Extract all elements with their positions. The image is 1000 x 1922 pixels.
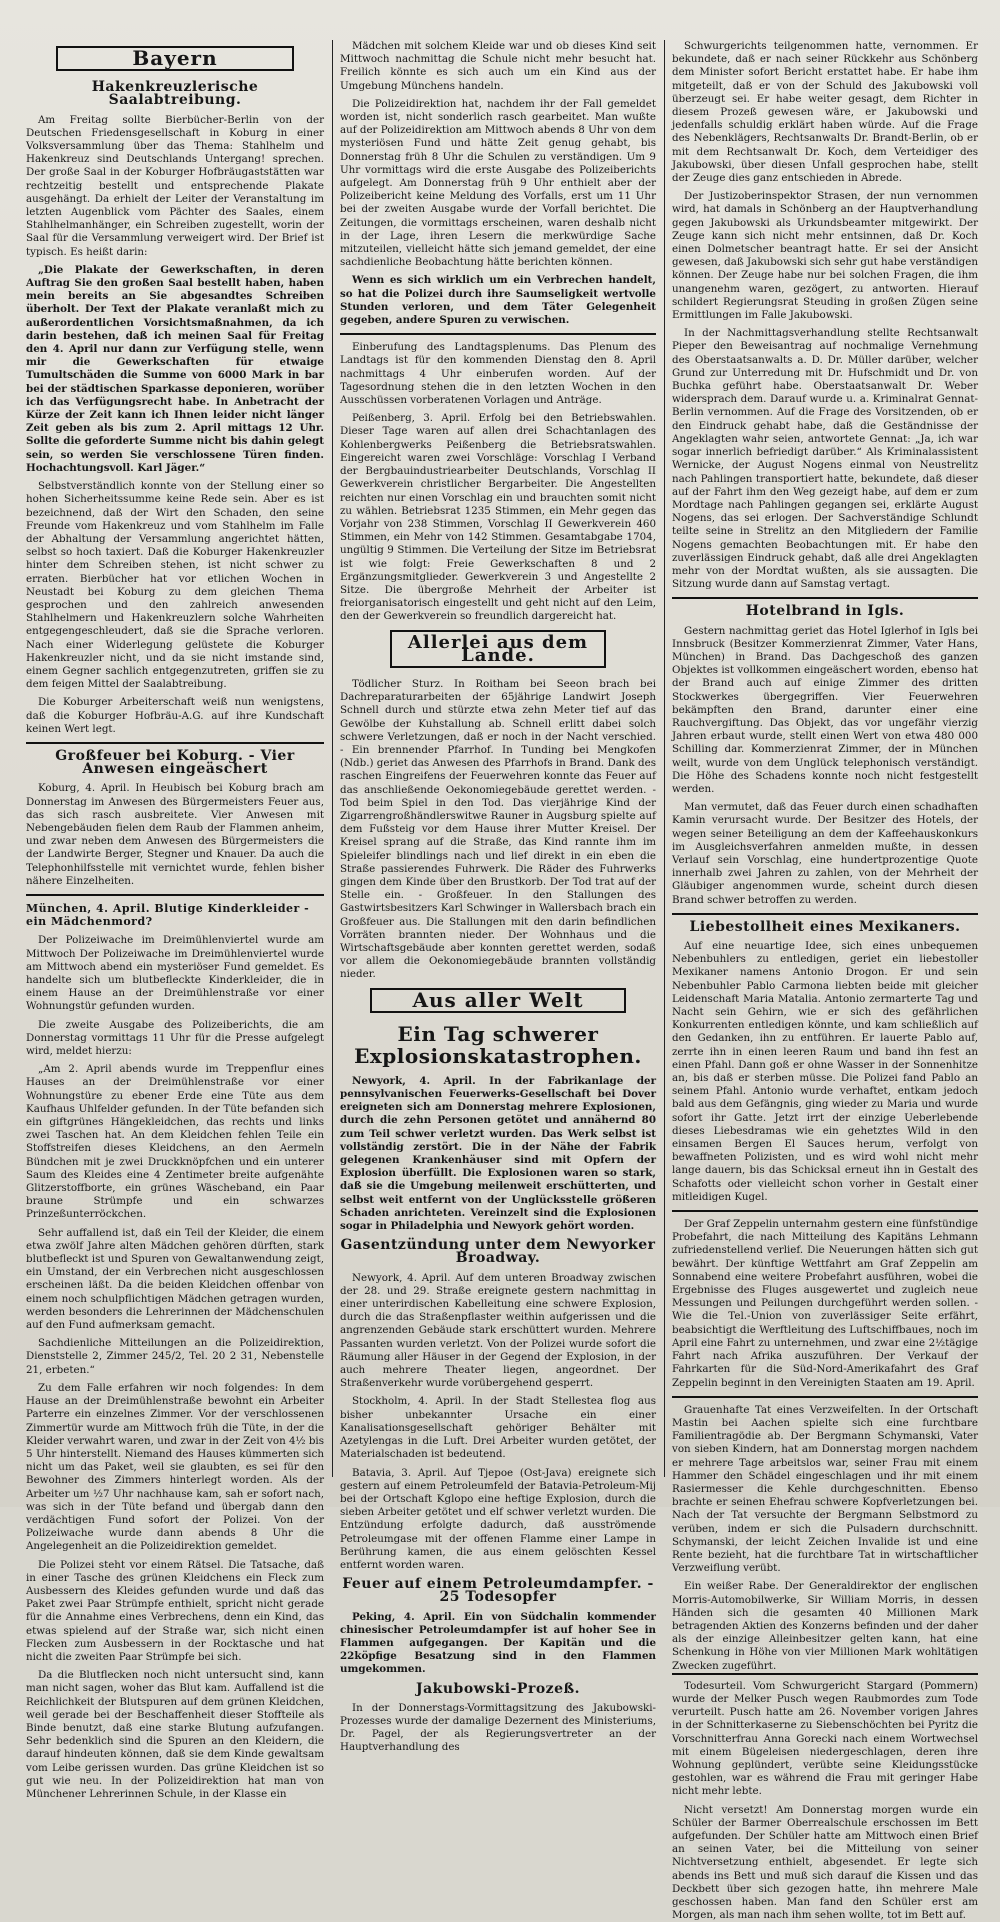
headline-mexikaner: Liebestollheit eines Mexikaners. bbox=[689, 918, 961, 935]
headline-hotelbrand: Hotelbrand in Igls. bbox=[745, 603, 905, 620]
section-title-bayern: Bayern bbox=[56, 46, 294, 71]
separator bbox=[340, 333, 656, 335]
separator bbox=[26, 742, 324, 744]
separator bbox=[672, 1210, 978, 1212]
paragraph: Man vermutet, daß das Feuer durch einen schadhaften Kamin verursacht wurde. Der Besitzer des Hotels, der wegen seiner Beteiligung an dem der Kaffeehauskonkurs im Ausgleichsverfahren anmelden mußte, in dessen Verlauf sein Vorschlag, eine hundertprozentige Quote innerhalb zwei Jahren zu zahlen, von der Mehrheit der Gläubiger angenommen wurde, scheint durch diesen Brand schwer betroffen zu werden. bbox=[672, 801, 978, 906]
paragraph: Schwurgerichts teilgenommen hatte, vernommen. Er bekundete, daß er nach seiner Rückkehr aus Schönberg dem Minister sofort Bericht erstattet habe. Er habe ihm mitgeteilt, daß er von der Schuld des Jakubowski voll überzeugt sei. Er habe weiter gesagt, dem Richter in diesem Prozeß gewesen wäre, er Jakubowski und jedenfalls schuldig erklärt haben würde. Auf die Frage des Nebenklägers, Rechtsanwalts Dr. Brandt-Berlin, ob er mit dem Rechtsanwalt Dr. Koch, dem Verteidiger des Jakubowski, über diesen Unfall gesprochen habe, stellt der Zeuge dies ganz entschieden in Abrede. bbox=[672, 40, 978, 185]
paragraph: Der Polizeiwache im Dreimühlenviertel wurde am Mittwoch Der Polizeiwache im Dreimühlenviertel wurde am Mittwoch abend ein mysteriöser Fund gemeldet. Es handelte sich um blutbefleckte Kinderkleider, die in einem Hause an der Dreimühlenstraße vor einer Wohnungstür gefunden wurden. bbox=[26, 934, 324, 1013]
paragraph: Ein weißer Rabe. Der Generaldirektor der englischen Morris-Automobilwerke, Sir William Morris, in dessen Händen sich die gesamten 40 Millionen Mark betragenden Aktien des Konzerns befinden und der daher als der einzige Alleinbesitzer gelten kann, hat eine Schenkung in Höhe von vier Millionen Mark wohltätigen Zwecken zugeführt. bbox=[672, 1580, 978, 1674]
paragraph: Grauenhafte Tat eines Verzweifelten. In der Ortschaft Mastin bei Aachen spielte sich eine furchtbare Familientragödie ab. Der Bergmann Schymanski, Vater von sieben Kindern, hat am Donnerstag morgen nachdem er mehrere Tage arbeitslos war, seiner Frau mit einem Hammer den Schädel eingeschlagen und ihr mit einem Rasiermesser die Kehle durchgeschnitten. Ebenso brachte er seinen Ehefrau schwere Kopfverletzungen bei. Nach der Tat versuchte der Bergmann Selbstmord zu verüben, indem er sich die Pulsadern durchschnitt. Schymanski, der leicht Zeichen Invalide ist und eine Rente bezieht, hat die furchtbare Tat in wirtschaftlicher Verzweiflung verübt. bbox=[672, 1403, 978, 1575]
paragraph: Sehr auffallend ist, daß ein Teil der Kleider, die einem etwa zwölf Jahre alten Mädchen gehören dürften, stark blutbefleckt ist und Spuren von Gewaltanwendung zeigt, ein Umstand, der ein Verbrechen nicht ausgeschlossen erscheinen läßt. Da die beiden Kleidchen offenbar von einem noch schulpflichtigen Mädchen getragen wurden, werden besonders die Lehrerinnen der Mädchenschulen auf den Fund aufmerksam gemacht. bbox=[26, 1226, 324, 1332]
headline-petroleumdampfer: Feuer auf einem Petroleumdampfer. - 25 Todesopfer bbox=[342, 1576, 654, 1606]
middle-column bbox=[340, 40, 656, 1754]
paragraph: Todesurteil. Vom Schwurgericht Stargard (Pommern) wurde der Melker Pusch wegen Raubmordes zum Tode verurteilt. Pusch hatte am 26. November vorigen Jahres in der Schnitterkaserne zu Siebenschöchten bei Pyritz die Vorschnitterfrau Anna Gorecki nach einem Wortwechsel mit einem Bügeleisen niedergeschlagen, deren ihre Wohnung geplündert, verübte seine Kleidungsstücke gestohlen, war es während die Frau mit geringer Habe nicht mehr lebte. bbox=[672, 1679, 978, 1798]
paragraph: Wenn es sich wirklich um ein Verbrechen handelt, so hat die Polizei durch ihre Saumseligkeit wertvolle Stunden verloren, und dem Täter Gelegenheit gegeben, andere Spuren zu verwischen. bbox=[340, 274, 656, 327]
paragraph: „Am 2. April abends wurde im Treppenflur eines Hauses an der Dreimühlenstraße vor einer Wohnungstüre zu ebener Erde eine Tüte aus dem Kaufhaus Uhlfelder gefunden. In der Tüte befanden sich ein giftgrünes Hängekleidchen, das rechts und links zwei Taschen hat. An dem Kleidchen fehlen Teile ein Stoffstreifen dieses Kleidchens, an den Aermeln Bündchen mit je zwei Druckknöpfchen und ein unterer Saum des Kleides eine 4 Zentimeter breite aufgenähte Glitzerstoffborte, ein grünes Wäscheband, ein Paar braune Strümpfe und ein schwarzes Prinzeßunterröckchen. bbox=[26, 1063, 324, 1221]
headline-saalabtreibung: Hakenkreuzlerische Saalabtreibung. bbox=[91, 79, 259, 109]
paragraph: Stockholm, 4. April. In der Stadt Stellestea flog aus bisher unbekannter Ursache ein einer Kanalisationsgesellschaft gehöriger Behälter mit Azetylengas in die Luft. Drei Arbeiter wurden getötet, der Materialschaden ist bedeutend. bbox=[340, 1395, 656, 1461]
headline-jakubowski: Jakubowski-Prozeß. bbox=[415, 1680, 581, 1697]
paragraph: Peking, 4. April. Ein von Südchalin kommender chinesischer Petroleumdampfer ist auf hoher See in Flammen aufgegangen. Der Kapitän und die 22köpfige Besatzung sind in den Flammen umgekommen. bbox=[340, 1610, 656, 1676]
paragraph: In der Donnerstags-Vormittagsitzung des Jakubowski-Prozesses wurde der damalige Dezernent des Ministeriums, Dr. Pagel, der als Regierungsvertreter an der Hauptverhandlung des bbox=[340, 1701, 656, 1754]
paragraph: Batavia, 3. April. Auf Tjepoe (Ost-Java) ereignete sich gestern auf einem Petroleumfeld der Batavia-Petroleum-Mij bei der Ortschaft Kglopo eine heftige Explosion, durch die sieben Arbeiter getötet und elf schwer verletzt wurden. Die Entzündung erfolgte dadurch, daß ausströmende Petroleumgase mit der offenen Flamme einer Lampe in Berührung kamen, die aus einem gelöschten Kessel entfernt worden waren. bbox=[340, 1466, 656, 1571]
paragraph: Einberufung des Landtagsplenums. Das Plenum des Landtags ist für den kommenden Dienstag den 8. April nachmittags 4 Uhr einberufen worden. Auf der Tagesordnung stehen die in den letzten Wochen in den Ausschüssen vorberatenen Vorlagen und Anträge. bbox=[340, 341, 656, 407]
separator bbox=[26, 894, 324, 896]
separator bbox=[672, 597, 978, 599]
separator bbox=[672, 913, 978, 915]
paragraph: Peißenberg, 3. April. Erfolg bei den Betriebswahlen. Dieser Tage waren auf allen drei Schachtanlagen des Kohlenbergwerks Peißenberg die Betriebsratswahlen. Eingereicht waren zwei Vorschläge: Vorschlag I Verband der Bergbauindustriearbeiter Deutschlands, Vorschlag II Gewerkverein christlicher Bergarbeiter. Die Angestellten reichten nur einen Vorschlag ein und brauchten somit nicht zu wählen. Betriebsrat 1235 Stimmen, ein Mehr gegen das Vorjahr von 238 Stimmen, Vorschlag II Gewerkverein 460 Stimmen, ein Mehr von 142 Stimmen. Gesamtabgabe 1704, ungültig 9 Stimmen. Die Verteilung der Sitze im Betriebsrat ist wie folgt: Freie Gewerkschaften 8 und 2 Ergänzungsmitglieder. Gewerkverein 3 und Angestellte 2 Sitze. Die übergroße Mehrheit der Arbeiter ist freiorganisatorisch eingestellt und geht nicht auf den Leim, den der Gewerkverein so freundlich dargereicht hat. bbox=[340, 412, 656, 623]
paragraph: Gestern nachmittag geriet das Hotel Iglerhof in Igls bei Innsbruck (Besitzer Kommerzienrat Zimmer, Vater Hans, München) in Brand. Das Dachgeschoß des ganzen Objektes ist vollkommen eingeäschert worden, ebenso hat der Brand auch auf einige Zimmer des dritten Stockwerkes übergegriffen. Vier Feuerwehren bekämpften den Brand, darunter einer eine Rauchvergiftung. Das Objekt, das vor ungefähr vierzig Jahren erbaut wurde, stellt einen Wert von etwa 480 000 Schilling dar. Kommerzienrat Zimmer, der in München weilt, wurde von dem Unglück telephonisch verständigt. Die Höhe des Schadens konnte noch nicht festgestellt werden. bbox=[672, 624, 978, 795]
paragraph: Newyork, 4. April. Auf dem unteren Broadway zwischen der 28. und 29. Straße ereignete gestern nachmittag in einer unterirdischen Kabelleitung eine schwere Explosion, durch die das Straßenpflaster weithin aufgerissen und die angrenzenden Gebäude stark erschüttert wurden. Mehrere Passanten wurden verletzt. Von der Polizei wurde sofort die Räumung aller Häuser in der Gegend der Explosion, in der auch mehrere Theater liegen, angeordnet. Der Straßenverkehr wurde vorübergehend gesperrt. bbox=[340, 1271, 656, 1390]
paragraph: Mädchen mit solchem Kleide war und ob dieses Kind seit Mittwoch nachmittag die Schule nicht mehr besucht hat. Freilich könnte es sich auch um ein Kind aus der Umgebung Münchens handeln. bbox=[340, 40, 656, 92]
paragraph: Newyork, 4. April. In der Fabrikanlage der pennsylvanischen Feuerwerks-Gesellschaft bei Dover ereigneten sich am Donnerstag mehrere Explosionen, durch die zehn Personen getötet und annähernd 80 zum Teil schwer verletzt wurden. Das Werk selbst ist vollständig zerstört. Die in der Nähe der Fabrik gelegenen Krankenhäuser sind mit Opfern der Explosion überfüllt. Die Explosionen waren so stark, daß sie die Umgebung meilenweit erschütterten, und selbst weit entfernt von der Unglücksstelle größeren Schaden anrichteten. Vereinzelt sind die Explosionen sogar in Philadelphia und Newyork gehört worden. bbox=[340, 1074, 656, 1233]
headline-explosionskatastrophen: Ein Tag schwerer Explosionskatastrophen. bbox=[354, 1021, 642, 1068]
paragraph: Koburg, 4. April. In Heubisch bei Koburg brach am Donnerstag im Anwesen des Bürgermeisters Feuer aus, das sich rasch ausbreitete. Vier Anwesen mit Nebengebäuden fielen dem Raub der Flammen anheim, und zwar neben dem Anwesen des Bürgermeisters die der Landwirte Berger, Stegner und Knauer. Da auch die Telephonhilfsstelle mit vernichtet wurde, fehlen bisher nähere Einzelheiten. bbox=[26, 782, 324, 887]
paragraph: Die zweite Ausgabe des Polizeiberichts, die am Donnerstag vormittags 11 Uhr für die Presse aufgelegt wird, meldet hierzu: bbox=[26, 1018, 324, 1058]
paragraph: Da die Blutflecken noch nicht untersucht sind, kann man nicht sagen, woher das Blut kam. Auffallend ist die Reichlichkeit der Blutspuren auf dem grünen Kleidchen, weil gerade bei der Beschaffenheit dieser Stoffteile als Binde benutzt, daß eine starke Blutung aufzufangen. Sehr bedenklich sind die Spuren an den Kleidern, die darauf hindeuten können, daß sie dem Kinde gewaltsam vom Leibe gerissen wurden. Das grüne Kleidchen ist so gut wie neu. In der Polizeidirektion hat man von Münchener Lehrerinnen Schule, in der Klasse ein bbox=[26, 1669, 324, 1800]
paragraph: Am Freitag sollte Bierbücher-Berlin von der Deutschen Friedensgesellschaft in Koburg in einer Volksversammlung über das Thema: Stahlhelm und Hakenkreuz sind Deutschlands Untergang! sprechen. Der große Saal in der Koburger Hofbräugaststätten war rechtzeitig bestellt und entsprechende Plakate ausgehängt. Da erhielt der Leiter der Veranstaltung im letzten Augenblick vom Pächter des Saales, einem Stahlhelmanhänger, ein Schreiben zugestellt, worin der Saal für die Versammlung verweigert wird. Der Brief ist typisch. Es heißt darin: bbox=[26, 113, 324, 258]
paragraph: Zu dem Falle erfahren wir noch folgendes: In dem Hause an der Dreimühlenstraße bewohnt ein Arbeiter Parterre ein einzelnes Zimmer. Vor der verschlossenen Zimmertür wurde am Mittwoch früh die Tüte, in der die Kleider verwahrt waren, und zwar in der Zeit von 4½ bis 5 Uhr hinterstellt. Niemand des Hauses kümmerten sich nicht um das Paket, weil sie glaubten, es sei für den Bewohner des Zimmers hinterlegt worden. Als der Arbeiter um ½7 Uhr nachhause kam, sah er sofort nach, was sich in der Tüte befand und übergab dann den verdächtigen Fund sofort der Polizei. Von der Polizeiwache wurde dann abends 8 Uhr die Angelegenheit an die Polizeidirektion gemeldet. bbox=[26, 1381, 324, 1553]
paragraph: Die Polizei steht vor einem Rätsel. Die Tatsache, daß in einer Tasche des grünen Kleidchens ein Fleck zum Ausbessern des Kleides gefunden wurde und daß das Paket zwei Paar Strümpfe enthielt, spricht nicht gerade für die Annahme eines Verbrechens, denn ein Kind, das etwas spielend auf der Straße war, sich nicht einen Flecken zum Ausbessern in der Rocktasche und hat nicht die zweiten Paar Strümpfe bei sich. bbox=[26, 1558, 324, 1663]
headline-broadway: Gasentzündung unter dem Newyorker Broadway. bbox=[340, 1237, 656, 1267]
paragraph: Der Justizoberinspektor Strasen, der nun vernommen wird, hat damals in Schönberg an der Hauptverhandlung gegen Jakubowski als Urkundsbeamter mitgewirkt. Der Zeuge kann sich nicht mehr entsinnen, daß Dr. Koch einen Dolmetscher beantragt hatte. Er sei der Ansicht gewesen, daß Jakubowski sich sehr gut habe verständigen können. Der Zeuge habe nur bei solchen Fragen, die ihm unangenehm waren, gezögert, zu antworten. Hierauf schildert Regierungsrat Steuding in großen Zügen seine Ermittlungen im Falle Jakubowski. bbox=[672, 190, 978, 322]
left-column bbox=[26, 40, 324, 1800]
paragraph: Die Koburger Arbeiterschaft weiß nun wenigstens, daß die Koburger Hofbräu-A.G. auf ihre Kundschaft keinen Wert legt. bbox=[26, 696, 324, 735]
paragraph: Der Graf Zeppelin unternahm gestern eine fünfstündige Probefahrt, die nach Mitteilung des Kapitäns Lehmann zufriedenstellend verlief. Die Neuerungen hätten sich gut bewährt. Der künftige Wettfahrt am Graf Zeppelin am Sonnabend eine weitere Probefahrt ausführen, wobei die Ergebnisse des Fluges ausgewertet und zugleich neue Messungen und Peilungen durchgeführt werden sollen. - Wie die Tel.-Union von zuverlässiger Seite erfährt, beabsichtigt die Werftleitung des Luftschiffbaues, noch im April eine Fahrt zu unternehmen, und zwar eine 2½tägige Fahrt nach Afrika auszuführen. Der Verkauf der Fahrkarten für die Süd-Nord-Amerikafahrt des Graf Zeppelin beginnt in den Vereinigten Staaten am 19. April. bbox=[672, 1218, 978, 1389]
paragraph: Sachdienliche Mitteilungen an die Polizeidirektion, Dienststelle 2, Zimmer 245/2, Tel. 20 2 31, Nebenstelle 21, erbeten.“ bbox=[26, 1337, 324, 1376]
separator bbox=[672, 1396, 978, 1398]
paragraph: Tödlicher Sturz. In Roitham bei Seeon brach bei Dachreparaturarbeiten der 65jährige Landwirt Joseph Schnell durch und stürzte etwa zehn Meter tief auf das Gewölbe der Kuhstallung ab. Schnell erlitt dabei solch schwere Verletzungen, daß er noch in der Nacht verschied. - Ein brennender Pfarrhof. In Tunding bei Mengkofen (Ndb.) geriet das Anwesen des Pfarrhofs in Brand. Dank des raschen Eingreifens der Feuerwehren konnte das Feuer auf das anschließende Oekonomiegebäude gerettet werden. - Tod beim Spiel in den Tod. Das vierjährige Kind der Zigarrengroßhändlerswitwe Rauner in Augsburg spielte auf dem Fußsteig vor dem Hause ihrer Mutter Kreisel. Der Kreisel sprang auf die Straße, das Kind rannte ihm im Spieleifer blindlings nach und lief direkt in ein eben die Straße passierendes Fuhrwerk. Die Räder des Fuhrwerks gingen dem Kinde über den Brustkorb. Der Tod trat auf der Stelle ein. - Großfeuer. In den Stallungen des Gastwirtsbesitzers Karl Schwinger in Wallersbach brach ein Großfeuer aus. Die Stallungen mit den darin befindlichen Vorräten brannten nieder. Der Wohnhaus und die Wirtschaftsgebäude aber konnten gerettet werden, sodaß vor allem die Oekonomiegebäude brannten vollständig nieder. bbox=[340, 677, 656, 981]
headline-kinderkleider: München, 4. April. Blutige Kinderkleider - ein Mädchenmord? bbox=[26, 901, 310, 929]
headline-grossfeuer: Großfeuer bei Koburg. - Vier Anwesen eingeäschert bbox=[55, 747, 295, 778]
section-title-aus-aller-welt: Aus aller Welt bbox=[370, 988, 626, 1013]
section-title-allerlei: Allerlei aus dem Lande. bbox=[390, 630, 606, 668]
column-rule bbox=[664, 40, 665, 1477]
paragraph: Selbstverständlich konnte von der Stellung einer so hohen Sicherheitssumme keine Rede sein. Aber es ist bezeichnend, daß der Wirt den Schaden, den seine Freunde vom Hakenkreuz und vom Stahlhelm im Falle der Abhaltung der Versammlung angerichtet hätten, selbst so hoch taxiert. Daß die Koburger Hakenkreuzler hinter dem Schreiben stehen, ist nicht schwer zu erraten. Bierbücher hat vor etlichen Wochen in Neustadt bei Koburg zu dem gleichen Thema gesprochen und den zahlreich anwesenden Stahlhelmern und Hakenkreuzlern solche Wahrheiten entgegengeschleudert, daß sie die Sprache verloren. Nach einer Widerlegung gelüstete die Koburger Hakenkreuzler nicht, und da sie nicht imstande sind, einem Gegner sachlich entgegenzutreten, griffen sie zu dem feigen Mittel der Saalabtreibung. bbox=[26, 480, 324, 691]
paragraph: In der Nachmittagsverhandlung stellte Rechtsanwalt Pieper den Beweisantrag auf nochmalige Vernehmung des Oberstaatsanwalts a. D. Dr. Müller darüber, welcher Grund zur Unterredung mit Dr. Hufschmidt und Dr. von Buchka geführt habe. Oberstaatsanwalt Dr. Weber widersprach dem. Darauf wurde u. a. Kriminalrat Gennat-Berlin vernommen. Auf die Frage des Vorsitzenden, ob er den Eindruck gehabt habe, daß die Geständnisse der Angeklagten wahr seien, antwortete Gennat: „Ja, ich war sogar innerlich befriedigt darüber.“ Als Kriminalassistent Wernicke, der August Nogens einmal von Neustrelitz nach Pahlingen transportiert hatte, bekundete, daß dieser auf der Fahrt ihm den Weg gezeigt habe, auf dem er zum Mordtage nach Pahlingen gegangen sei, erklärte August Nogens, das sei erlogen. Der Sachverständige Schlundt teilte seine in Strelitz an den Mitgliedern der Familie Nogens gemachten Beobachtungen mit. Er habe den zuverlässigen Eindruck gehabt, daß alle drei Angeklagten mehr von der Mordtat wußten, als sie aussagten. Die Sitzung wurde dann auf Samstag vertagt. bbox=[672, 327, 978, 591]
paragraph: Nicht versetzt! Am Donnerstag morgen wurde ein Schüler der Barmer Oberrealschule erschossen im Bett aufgefunden. Der Schüler hatte am Mittwoch einen Brief an seinen Vater, bei die Mitteilung von seiner Nichtversetzung enthielt, abgesendet. Er legte sich abends ins Bett und muß sich darauf die Kissen und das Deckbett über sich gezogen hatte, ihn mehrere Male geschossen haben. Man fand den Schüler erst am Morgen, als man nach ihm sehen wollte, tot im Bett auf. bbox=[672, 1803, 978, 1922]
paragraph: „Die Plakate der Gewerkschaften, in deren Auftrag Sie den großen Saal bestellt haben, haben mein bereits an Sie abgesandtes Schreiben überholt. Der Text der Plakate veranlaßt mich zu außerordentlichen Vorsichtsmaßnahmen, da ich darin bestehen, daß ich meinen Saal für Freitag den 4. April nur dann zur Verfügung stelle, wenn mir die Gewerkschaften für etwaige Tumultschäden die Summe von 6000 Mark in bar bei der städtischen Sparkasse deponieren, worüber ich das Verfügungsrecht habe. In Anbetracht der Kürze der Zeit kann ich Ihnen leider nicht länger Zeit geben als bis zum 2. April mittags 12 Uhr. Sollte die geforderte Summe nicht bis dahin gelegt sein, so werden Sie verschlossene Türen finden. Hochachtungsvoll. Karl Jäger.“ bbox=[26, 263, 324, 474]
paragraph: Die Polizeidirektion hat, nachdem ihr der Fall gemeldet worden ist, nicht sonderlich rasch gearbeitet. Man wußte auf der Polizeidirektion am Mittwoch abends 8 Uhr von dem mysteriösen Fund und hätte Zeit genug gehabt, bis Donnerstag früh 8 Uhr die Schulen zu verständigen. Um 9 Uhr vormittags wird die erste Ausgabe des Polizeiberichts aufgelegt. Am Donnerstag früh 9 Uhr enthielt aber der Polizeibericht keine Meldung des Vorfalls, erst um 11 Uhr bei der zweiten Ausgabe wurde der Vorfall berichtet. Die Zeitungen, die vormittags erscheinen, waren deshalb nicht in der Lage, ihren Lesern die merkwürdige Sache mitzuteilen, vielleicht hätte sich jemand gemeldet, der eine sachdienliche Beobachtung hätte berichten können. bbox=[340, 97, 656, 269]
right-column bbox=[672, 40, 978, 1922]
paragraph: Auf eine neuartige Idee, sich eines unbequemen Nebenbuhlers zu entledigen, geriet ein liebestoller Mexikaner namens Antonio Drogon. Er und sein Nebenbuhler Pablo Carmona liebten beide mit gleicher Leidenschaft Maria Matalia. Antonio zermarterte Tag und Nacht sein Gehirn, wie er sich des gefährlichen Konkurrenten entledigen könnte, und kam schließlich auf den Gedanken, ihn zu entführen. Er lauerte Pablo auf, zerrte ihn in einen leeren Raum und band ihn fest an einen Pfahl. Dann goß er ohne Wasser in der Sonnenhitze an, bis daß er sterben müsse. Die Polizei fand Pablo an seinem Pfahl. Antonio wurde verhaftet, entkam jedoch bald aus dem Gefängnis, ging wieder zu Maria und wurde sofort ihr Gatte. Jetzt irrt der einzige Ueberlebende dieses Liebesdramas wie ein gehetztes Wild in den einsamen Bergen El Sauces herum, verfolgt von bewaffneten Polizisten, und es wird wohl nicht mehr lange dauern, bis das Schicksal erneut ihn in Gestalt des Schafotts oder vielleicht schon vorher in Gestalt einer mitleidigen Kugel. bbox=[672, 940, 978, 1203]
column-rule bbox=[332, 40, 333, 1477]
